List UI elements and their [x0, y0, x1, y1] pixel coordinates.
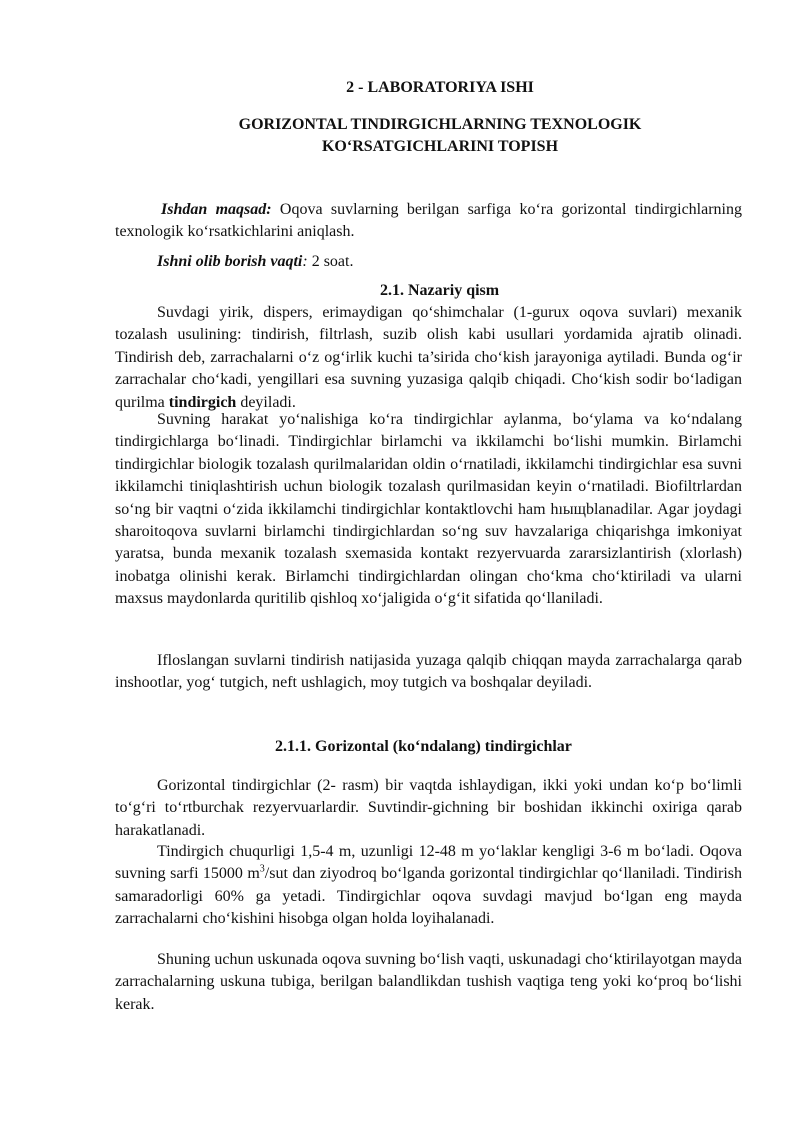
goal-paragraph — [115, 199, 742, 244]
duration-colon: : — [302, 253, 308, 270]
horizontal-paragraph-1: Gorizontal tindirgichlar (2- rasm) bir vaqtda ishlaydigan, ikki yoki undan ko‘p bo‘limli to‘g‘ri to‘rtburchak rezyervuarlardir. Suvtindir-gichning bir boshidan ikkinchi oxiriga qarab harakatlanadi. — [115, 777, 742, 839]
goal-label: Ishdan maqsad: — [161, 201, 272, 218]
section-2-1-heading: 2.1. Nazariy qism — [380, 282, 500, 299]
theory-p1-end: deyiladi. — [236, 393, 296, 411]
theory-paragraph-3: Ifloslangan suvlarni tindirish natijasida yuzaga qalqib chiqqan mayda zarrachalarga qarab inshootlar, yog‘ tutgich, neft ushlagich, moy tutgich va boshqalar deyiladi. — [115, 652, 742, 692]
goal-text: Oqova suvlarning berilgan sarfiga ko‘ra gorizontal tindirgichlarning texnologik ko‘rsatkichlarini aniqlash. — [115, 201, 742, 241]
theory-p1-text: Suvdagi yirik, dispers, erimaydigan qo‘shimchalar (1-gurux oqova suvlari) mexanik tozalash usulining: tindirish, filtrlash, suzib olish kabi usullari yordamida ajratib olinadi. Tindirish deb, zarrachalarni o‘z og‘irlik kuchi ta’sirida cho‘kish jarayoniga aytiladi. Bunda og‘ir zarrachalar cho‘kadi, yengillari esa suvning yuzasiga qalqib chiqadi. Cho‘kish sodir bo‘ladigan qurilma — [115, 304, 742, 411]
duration-paragraph — [157, 251, 742, 273]
subtitle-line-2: KO‘RSATGICHLARINI TOPISH — [321, 138, 559, 155]
tindirgich-term: tindirgich — [168, 393, 237, 411]
horizontal-p2-text: Tindirgich chuqurligi 1,5-4 m, uzunligi 12-48 m yo‘laklar kengligi 3-6 m bo‘ladi. Oqova suvning sarfi 15000 m — [115, 843, 742, 883]
theory-paragraph-2: Suvning harakat yo‘nalishiga ko‘ra tindirgichlar aylanma, bo‘ylama va ko‘ndalang tindirgichlarga bo‘linadi. Tindirgichlar birlamchi va ikkilamchi bo‘lishi mumkin. Birlamchi tindirgichlar biologik tozalash qurilmalaridan oldin o‘rnatiladi, ikkilamchi tindirgichlar esa suvni ikkilamchi tiniqlashtirish uchun biologik tozalash qurilmasidan keyin o‘rnatiladi. Biofiltrlardan so‘ng bir vaqtni o‘zida ikkilamchi tindirgichlar kontaktlovchi ham hıыщblanadilar. Agar joydagi sharoitoqova suvlarni birlamchi tindirgichlardan so‘ng suv havzalariga chiqarishga imkoniyat yaratsa, bunda mexanik tozalash sxemasida kontakt rezyervuarda zararsizlantirish (xlorlash) inobatga olinishi kerak. Birlamchi tindirgichlardan olingan cho‘kma cho‘ktiriladi va ularni maxsus maydonlarda quritilib qishloq xo‘jaligida o‘g‘it sifatida qo‘llaniladi. — [115, 411, 742, 608]
lab-title: 2 - LABORATORIYA ISHI — [346, 79, 534, 96]
section-2-1-1-heading: 2.1.1. Gorizontal (ko‘ndalang) tindirgichlar — [275, 738, 572, 755]
subtitle-line-1: GORIZONTAL TINDIRGICHLARNING TEXNOLOGIK — [238, 116, 642, 133]
duration-label: Ishni olib borish vaqti — [157, 253, 303, 270]
document-subtitle — [115, 114, 765, 158]
horizontal-paragraph-2 — [115, 841, 742, 931]
duration-value: 2 soat. — [307, 253, 354, 270]
horizontal-p2-end: /sut dan ziyodroq bo‘lganda gorizontal tindirgichlar qo‘llaniladi. Tindirish samaradorligi 60% ga yetadi. Tindirgichlar oqova suvdagi mavjud bo‘lgan eng mayda zarrachalarni cho‘kishini hisobga olgan holda loyihalanadi. — [115, 865, 742, 928]
theory-paragraph-1 — [115, 302, 742, 414]
cubic-superscript: 3 — [259, 864, 265, 876]
horizontal-paragraph-3: Shuning uchun uskunada oqova suvning bo‘lish vaqti, uskunadagi cho‘ktirilayotgan mayda zarrachalarning uskuna tubiga, berilgan balandlikdan tushish vaqtiga teng yoki ko‘proq bo‘lishi kerak. — [115, 951, 742, 1013]
